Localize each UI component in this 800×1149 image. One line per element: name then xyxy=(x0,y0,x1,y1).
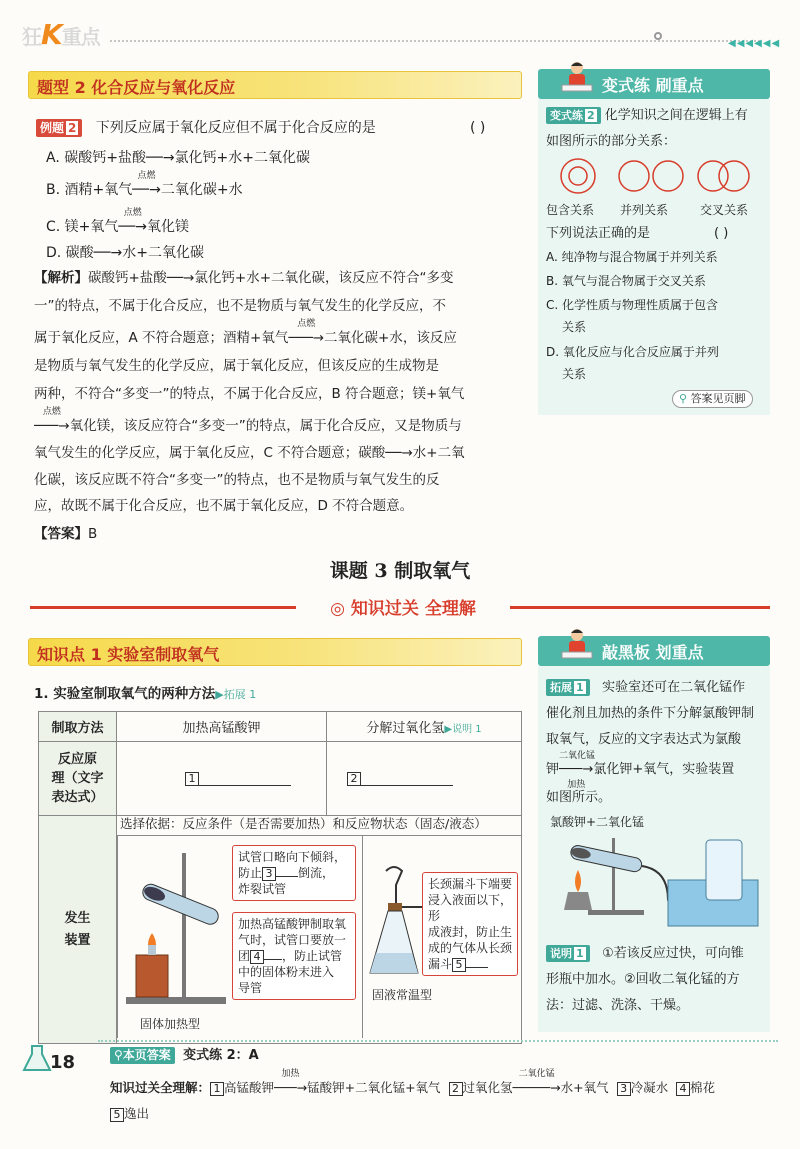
stand-base xyxy=(588,910,644,915)
methods-heading: 1. 实验室制取氧气的两种方法▶拓展 1 xyxy=(34,686,257,702)
analysis-line-5: 两种，不符合“多变一”的特点，不属于化合反应，B 符合题意；镁+氧气 xyxy=(34,386,465,402)
analysis-line-9: 应，故既不属于化合反应，也不属于氧化反应，D 不符合题意。 xyxy=(34,498,414,514)
example-question: 例题 2 下列反应属于氧化反应但不属于化合反应的是 xyxy=(36,118,376,138)
example-answer-paren: ( ) xyxy=(470,120,486,136)
side-panel-2-title-bar: 敲黑板 划重点 xyxy=(538,636,770,666)
variant-stem: 下列说法正确的是 xyxy=(546,226,651,241)
variant-option-c-cont: 关系 xyxy=(562,320,587,334)
test-tube xyxy=(570,844,643,873)
stand-base xyxy=(126,997,226,1004)
swirl-icon: ◎ xyxy=(330,599,345,619)
contain-inner-circle xyxy=(569,167,587,185)
variant-option-d-cont: 关系 xyxy=(562,367,587,381)
ribbon-line-left xyxy=(30,606,300,609)
flame-icon xyxy=(575,870,581,892)
solid-heating-apparatus xyxy=(122,845,232,1015)
variant-tag: 变式练 2 xyxy=(546,107,601,124)
callout-liquid-seal: 长颈漏斗下端要 浸入液面以下，形 成液封，防止生 成的气体从长颈 漏斗 5 xyxy=(422,872,518,976)
option-d: D. 碳酸──→水+二氧化碳 xyxy=(46,245,204,261)
contain-outer-circle xyxy=(561,159,595,193)
note-line-3: 法：过滤、洗涤、干燥。 xyxy=(546,998,690,1013)
callout-tube-tilt: 试管口略向下倾斜， 防止 3 倒流， 炸裂试管 xyxy=(232,845,356,901)
reaction-arrow: 点燃 ──→ xyxy=(118,208,147,235)
knowledge-ribbon: ◎ 知识过关 全理解 xyxy=(296,594,510,620)
option-b: B. 酒精+氧气 点燃 ──→二氧化碳+水 xyxy=(46,171,243,198)
stopper xyxy=(388,903,402,911)
header-dot-marker xyxy=(654,32,662,40)
pin-icon: ⚲ xyxy=(679,392,688,405)
blank-cell-2: 2 xyxy=(327,742,522,816)
variant-paren: ( ) xyxy=(714,226,729,241)
variant-question-line-1: 变式练 2 化学知识之间在逻辑上有 xyxy=(546,106,748,126)
callout-cotton: 加热高锰酸钾制取氧 气时，试管口要放一 团 4 ，防止试管 中的固体粉末进入 导管 xyxy=(232,912,356,1000)
side-panel-title-bar: 变式练 刷重点 xyxy=(538,69,770,99)
blank-line-1[interactable] xyxy=(199,785,291,786)
expand-line-3: 取氧气，反应的文字表达式为氯酸 xyxy=(546,732,742,747)
knowledge-point-bar xyxy=(28,638,522,666)
page-number: 18 xyxy=(50,1052,76,1073)
note-line-2: 形瓶中加水。②回收二氧化锰的方 xyxy=(546,972,740,987)
reaction-arrow: 点燃 ──→ xyxy=(132,171,161,198)
student-icon xyxy=(560,626,594,664)
gas-bottle xyxy=(706,840,742,900)
alcohol-lamp-wick xyxy=(148,945,156,955)
stand-rod xyxy=(612,838,615,912)
wood-block xyxy=(136,955,168,997)
test-tube xyxy=(140,882,220,927)
relation-label-contain: 包含关系 xyxy=(546,203,595,217)
page-answers-line: ⚲本页答案 变式练 2：A xyxy=(110,1046,259,1066)
variant-question-line-2: 如图所示的部分关系： xyxy=(546,134,677,149)
blank-line-2[interactable] xyxy=(361,785,453,786)
answers-tag: ⚲本页答案 xyxy=(110,1047,175,1064)
knowledge-answers-line-2: 5 逸出 xyxy=(110,1104,149,1124)
parallel-circle-a xyxy=(619,161,649,191)
variant-option-b: B. 氧气与混合物属于交叉关系 xyxy=(546,274,706,288)
figure-label: 氯酸钾+二氧化锰 xyxy=(550,815,645,829)
row-header-principle: 反应原 理（文字 表达式） xyxy=(39,742,117,816)
solid-liquid-apparatus xyxy=(366,865,422,981)
option-a: A. 碳酸钙+盐酸──→氯化钙+水+二氧化碳 xyxy=(46,150,311,166)
variant-option-a: A. 纯净物与混合物属于并列关系 xyxy=(546,250,718,264)
ribbon-line-right xyxy=(506,606,770,609)
apparatus-divider-top xyxy=(117,835,522,836)
caption-solid-heating: 固体加热型 xyxy=(140,1017,201,1031)
reaction-arrow: 二氧化锰 ───→ 加热 xyxy=(559,751,596,790)
example-tag: 例题 2 xyxy=(36,119,82,137)
analysis-line-8: 化碳，该反应既不符合“多变一”的特点，也不是物质与氧气发生的反 xyxy=(34,472,440,488)
kclo3-apparatus xyxy=(548,830,762,930)
knowledge-answers-line: 知识过关全理解： 1 高锰酸钾 加热 ───→锰酸钾+二氧化锰+氧气 2 过氧化氢 二氧化锰 ─────→水+氧气 3 冷凝水 4 棉花 xyxy=(110,1069,716,1095)
header-dotted-line xyxy=(110,40,760,42)
analysis-line-6: 点燃 ───→氧化镁，该反应符合“多变一”的特点，属于化合反应，又是物质与 xyxy=(34,407,462,434)
expand-line-1: 拓展 1 实验室还可在二氧化锰作 xyxy=(546,678,745,698)
note-tag: 说明 1 xyxy=(546,945,590,962)
relation-label-parallel: 并列关系 xyxy=(620,203,669,217)
expand-tag: 拓展 1 xyxy=(546,679,590,696)
pin-icon: ⚲ xyxy=(114,1048,123,1062)
lifting-table xyxy=(564,892,592,910)
parallel-circle-b xyxy=(653,161,683,191)
answer-line: 【答案】B xyxy=(34,526,98,542)
apparatus-divider-left xyxy=(117,835,118,1038)
selection-basis: 选择依据：反应条件（是否需要加热）和反应物状态（固态/液态） xyxy=(120,816,487,831)
blank-cell-1: 1 xyxy=(117,742,327,816)
knowledge-point-title: 知识点 1 实验室制取氧气 xyxy=(37,645,220,664)
relation-diagram xyxy=(548,158,760,198)
analysis-line-1: 【解析】碳酸钙+盐酸──→氯化钙+水+二氧化碳，该反应不符合“多变 xyxy=(34,270,454,286)
variant-option-c: C. 化学性质与物理性质属于包含 xyxy=(546,298,719,312)
lesson-title: 课题 3 制取氧气 xyxy=(329,560,471,582)
expand-line-2: 催化剂且加热的条件下分解氯酸钾制 xyxy=(546,706,755,721)
expand-line-5: 如图所示。 xyxy=(546,790,612,805)
col-header-h2o2: 分解过氧化氢▶说明 1 xyxy=(327,712,522,742)
section-title: 题型 2 化合反应与氧化反应 xyxy=(37,78,236,97)
apparatus-divider-mid xyxy=(362,835,363,1038)
analysis-line-2: 一”的特点，不属于化合反应，也不是物质与氧气发生的化学反应，不 xyxy=(34,298,446,314)
flask-page-icon xyxy=(22,1044,52,1074)
flask-liquid xyxy=(370,953,418,973)
relation-label-cross: 交叉关系 xyxy=(700,203,749,217)
expand-line-4: 钾 二氧化锰 ───→ 加热 氯化钾+氧气，实验装置 xyxy=(546,751,735,790)
col-header-method: 制取方法 xyxy=(39,712,117,742)
brand-logo: 狂K重点 xyxy=(22,18,100,51)
student-icon xyxy=(560,59,594,97)
option-c: C. 镁+氧气 点燃 ──→氧化镁 xyxy=(46,208,189,235)
stand-rod xyxy=(182,853,186,999)
analysis-line-7: 氧气发生的化学反应，属于氧化反应，C 不符合题意；碳酸──→水+二氧 xyxy=(34,445,465,461)
cross-circle-b xyxy=(719,161,749,191)
row-header-apparatus: 发生 装置 xyxy=(39,816,117,1044)
analysis-line-4: 是物质与氧气发生的化学反应，属于氧化反应，但该反应的生成物是 xyxy=(34,358,439,374)
col-header-kmno4: 加热高锰酸钾 xyxy=(117,712,327,742)
header-arrows: ◀◀◀◀◀◀ xyxy=(728,38,781,49)
caption-solid-liquid: 固液常温型 xyxy=(372,988,433,1002)
analysis-line-3: 属于氧化反应，A 不符合题意；酒精+氧气 点燃 ───→二氧化碳+水，该反应 xyxy=(34,319,457,346)
note-link[interactable]: ▶说明 1 xyxy=(444,724,482,735)
see-answer-link[interactable]: ⚲ 答案见页脚 xyxy=(672,390,753,408)
expand-link[interactable]: ▶拓展 1 xyxy=(215,688,257,701)
note-line-1: 说明 1 ①若该反应过快，可向锥 xyxy=(546,944,744,964)
section-title-bar xyxy=(28,71,522,99)
variant-option-d: D. 氧化反应与化合反应属于并列 xyxy=(546,345,719,359)
